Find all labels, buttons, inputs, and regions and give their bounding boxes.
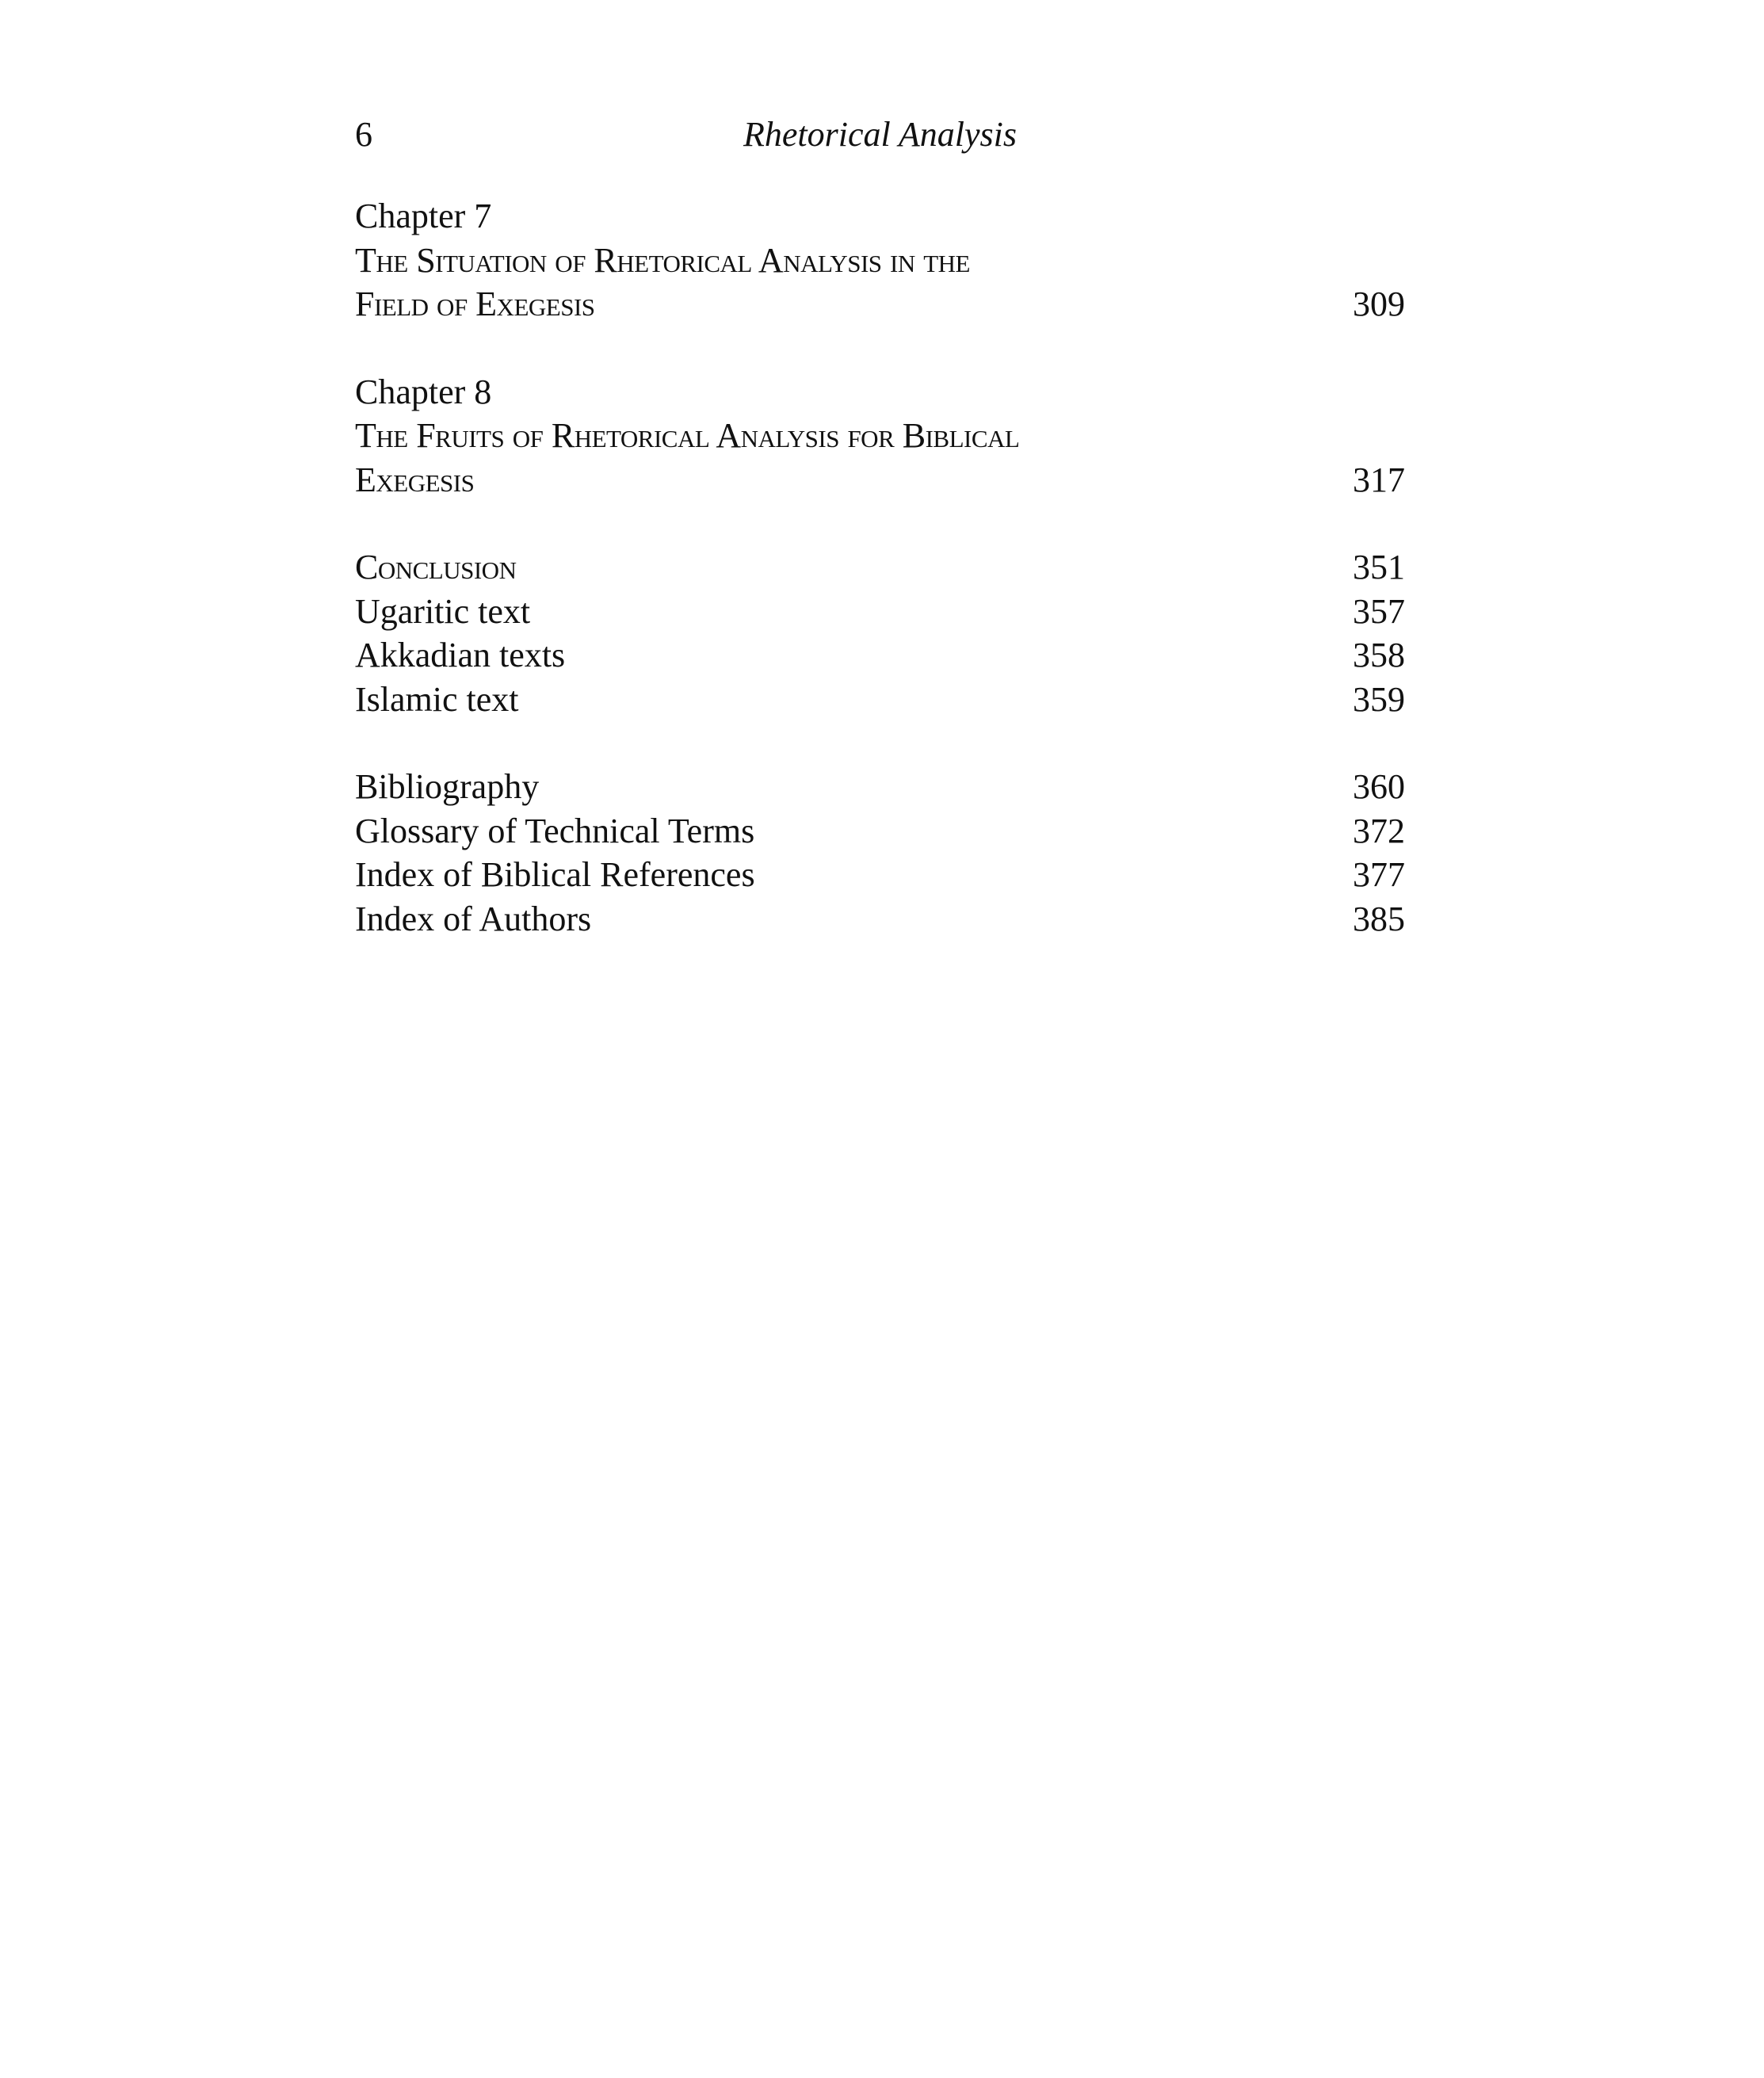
toc-entry-title: Akkadian texts	[355, 636, 566, 674]
toc-line	[355, 765, 1405, 809]
toc-page-number: 309	[1353, 285, 1405, 323]
toc-entry-title: Glossary of Technical Terms	[355, 811, 755, 850]
toc-back-matter	[355, 765, 1405, 941]
toc-chapter-7	[355, 194, 1405, 327]
chapter-label: Chapter 8	[355, 372, 492, 411]
toc-page-number: 358	[1353, 636, 1405, 674]
toc-entry-title: Islamic text	[355, 679, 519, 719]
chapter-title: The Situation of Rhetorical Analysis in the	[355, 240, 970, 280]
toc-line	[355, 897, 1405, 942]
toc-line	[355, 282, 1405, 327]
table-of-contents	[355, 194, 1405, 941]
toc-line	[355, 853, 1405, 897]
toc-page-number: 360	[1353, 767, 1405, 806]
toc-entry-title: Ugaritic text	[355, 591, 531, 631]
chapter-title: The Fruits of Rhetorical Analysis for Biblical	[355, 416, 1020, 455]
toc-entry-title: Bibliography	[355, 767, 540, 806]
toc-line	[355, 633, 1405, 678]
toc-line	[355, 370, 1405, 414]
chapter-label: Chapter 7	[355, 197, 492, 235]
page-header	[355, 111, 1405, 159]
toc-chapter-8	[355, 370, 1405, 502]
toc-line	[355, 239, 1405, 283]
toc-page-number: 359	[1353, 679, 1405, 719]
toc-page-number: 357	[1353, 591, 1405, 631]
toc-page-number: 372	[1353, 811, 1405, 850]
toc-line	[355, 545, 1405, 590]
chapter-title: Field of Exegesis	[355, 285, 595, 323]
conclusion-title: Conclusion	[355, 548, 517, 586]
toc-page-number: 385	[1353, 899, 1405, 938]
toc-entry-title: Index of Biblical References	[355, 855, 755, 894]
toc-page-number: 317	[1353, 460, 1405, 499]
toc-line	[355, 194, 1405, 239]
toc-entry-title: Index of Authors	[355, 899, 592, 938]
toc-line	[355, 809, 1405, 854]
toc-line	[355, 414, 1405, 458]
toc-line	[355, 678, 1405, 722]
toc-line	[355, 458, 1405, 502]
running-title: Rhetorical Analysis	[743, 115, 1018, 154]
page-number: 6	[355, 115, 372, 154]
chapter-title: Exegesis	[355, 460, 475, 499]
toc-line	[355, 590, 1405, 634]
toc-conclusion-group	[355, 545, 1405, 721]
toc-page-number: 351	[1353, 548, 1405, 586]
toc-page-number: 377	[1353, 855, 1405, 894]
